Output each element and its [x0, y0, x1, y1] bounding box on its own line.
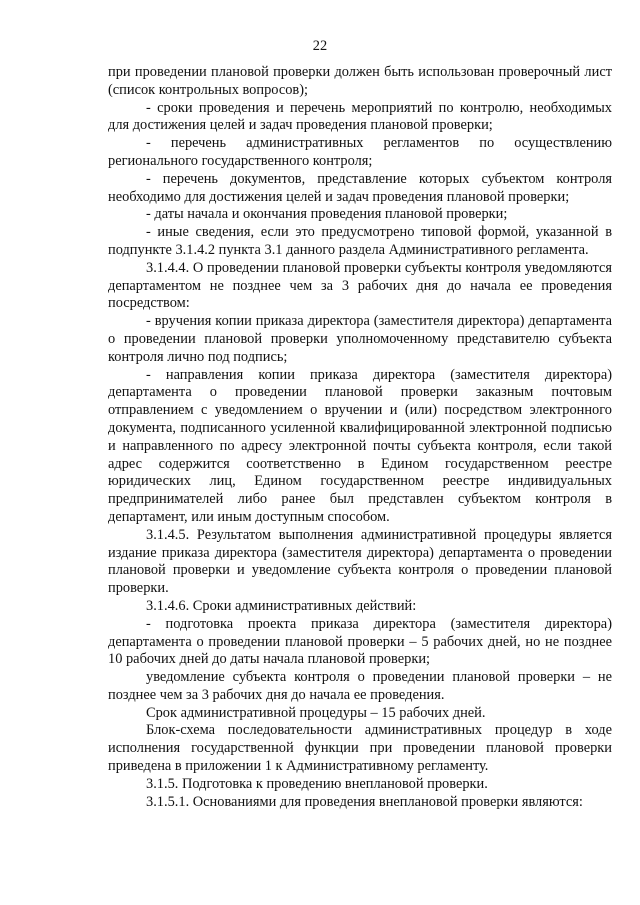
page-number: 22	[312, 38, 328, 54]
paragraph: 3.1.5. Подготовка к проведению внеплановой проверки.	[146, 775, 488, 792]
document-body	[108, 64, 612, 811]
paragraph: 3.1.4.6. Сроки административных действий:	[146, 597, 417, 614]
paragraph: - иные сведения, если это предусмотрено типовой формой, указанной в подпункте 3.1.4.2 пункта 3.1 данного раздела Административного регламента.	[108, 224, 612, 258]
paragraph: 3.1.4.5. Результатом выполнения административной процедуры является издание приказа директора (заместителя директора) департамента о проведении плановой проверки и уведомление субъекта контроля о проведении плановой проверки.	[108, 526, 612, 597]
paragraph: 3.1.5.1. Основаниями для проведения внеплановой проверки являются:	[146, 793, 583, 810]
paragraph: при проведении плановой проверки должен быть использован проверочный лист (список контрольных вопросов);	[108, 64, 612, 98]
paragraph: - вручения копии приказа директора (заместителя директора) департамента о проведении плановой проверки уполномоченному представителю субъекта контроля лично под подпись;	[108, 313, 612, 365]
paragraph: - перечень документов, представление которых субъектом контроля необходимо для достижения целей и задач проведения плановой проверки;	[108, 170, 612, 205]
paragraph: уведомление субъекта контроля о проведении плановой проверки – не позднее чем за 3 рабочих дня до начала ее проведения.	[108, 669, 612, 703]
paragraph: - сроки проведения и перечень мероприятий по контролю, необходимых для достижения целей и задач проведения плановой проверки;	[108, 99, 612, 134]
paragraph: - подготовка проекта приказа директора (заместителя директора) департамента о проведении плановой проверки – 5 рабочих дней, но не позднее 10 рабочих дней до даты начала плановой проверки;	[108, 615, 612, 668]
paragraph: - перечень административных регламентов по осуществлению регионального государственного контроля;	[108, 135, 612, 169]
paragraph: - направления копии приказа директора (заместителя директора) департамента о проведении плановой проверки заказным почтовым отправлением с уведомлением о вручении и (или) посредством электронного документа, подписанного усиленной квалифицированной электронной подписью и направленного по адресу электронной почты субъекта контроля, если такой адрес содержится соответственно в Едином государственном реестре юридических лиц, Едином государственном реестре индивидуальных предпринимателей либо ранее был представлен субъектом контроля в департамент, или иным доступным способом.	[108, 366, 612, 525]
paragraph: 3.1.4.4. О проведении плановой проверки субъекты контроля уведомляются департаментом не позднее чем за 3 рабочих дня до начала ее проведения посредством:	[108, 259, 612, 312]
paragraph: Срок административной процедуры – 15 рабочих дней.	[146, 704, 486, 721]
paragraph: - даты начала и окончания проведения плановой проверки;	[146, 206, 508, 223]
paragraph: Блок-схема последовательности административных процедур в ходе исполнения государственной функции при проведении плановой проверки приведена в приложении 1 к Административному регламенту.	[108, 722, 612, 775]
